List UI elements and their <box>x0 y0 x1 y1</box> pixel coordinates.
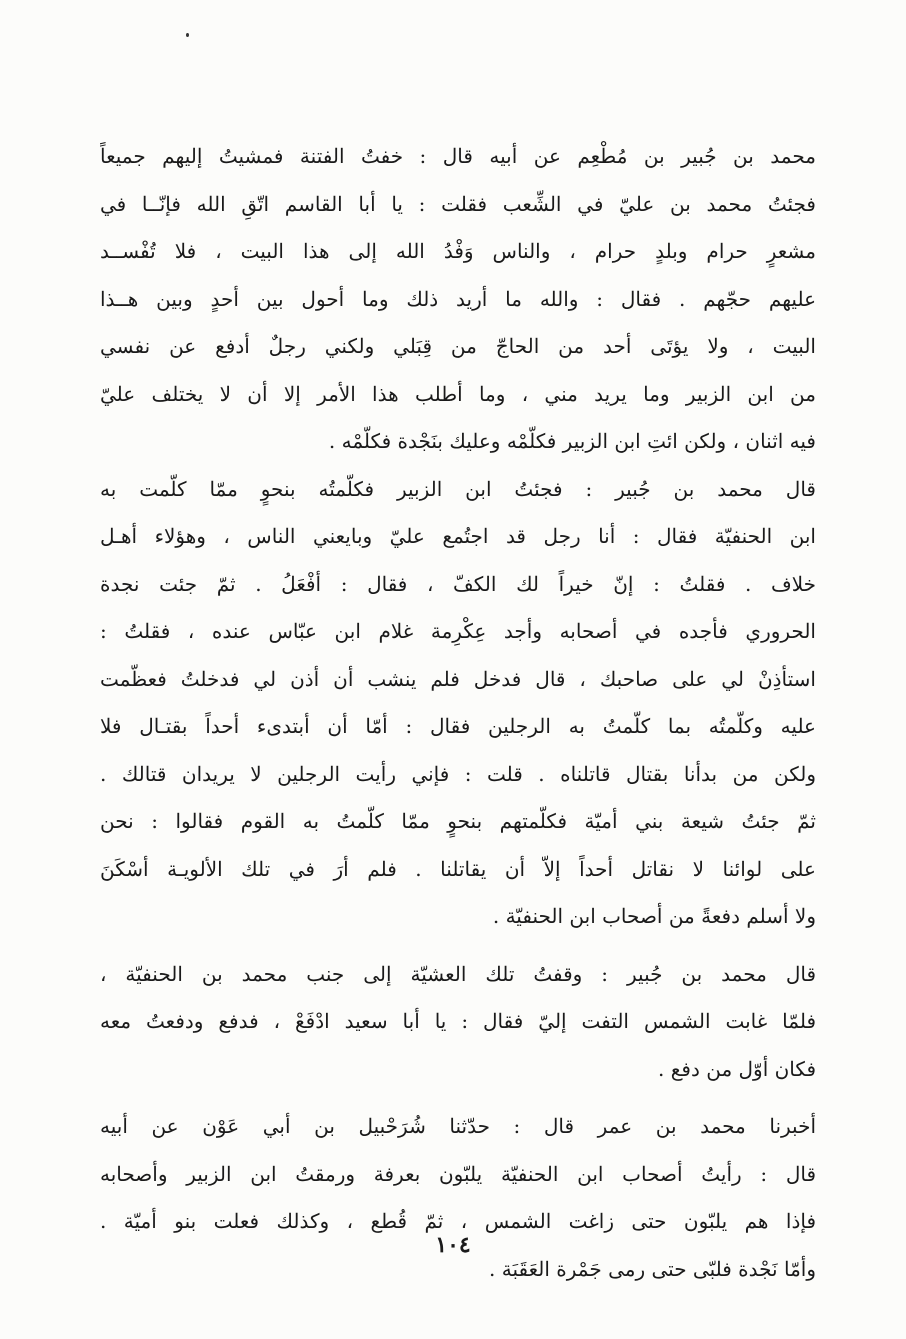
paragraph-3 <box>100 951 816 1094</box>
text-line: البيت ، ولا يؤتَى أحد من الحاجّ من قِبَلي ولكني رجلٌ أدفع عن نفسي <box>100 334 816 358</box>
body-text <box>100 133 816 1293</box>
text-line: ولا أسلم دفعةً من أصحاب ابن الحنفيّة . <box>492 904 816 928</box>
text-line: فلمّا غابت الشمس التفت إليّ فقال : يا أبا سعيد ادْفَعْ ، فدفع ودفعتُ معه <box>100 1009 816 1033</box>
text-line: على لوائنا لا نقاتل أحداً إلاّ أن يقاتلنا . فلم أرَ في تلك الألويـة أسْكَنَ <box>100 856 816 881</box>
text-line: أخبرنا محمد بن عمر قال : حدّثنا شُرَحْبيل بن أبي عَوْن عن أبيه <box>100 1114 816 1138</box>
page-number: ١٠٤ <box>435 1232 471 1258</box>
text-line: فكان أوّل من دفع . <box>658 1056 816 1081</box>
text-line: عليهم حجّهم . فقال : والله ما أريد ذلك وما أحول بين أحدٍ وبين هــذا <box>100 286 816 311</box>
text-line: من ابن الزبير وما يريد مني ، وما أطلب هذا الأمر إلا أن لا يختلف عليّ <box>100 381 816 406</box>
text-line: فجئتُ محمد بن عليّ في الشِّعب فقلت : يا أبا القاسم اتّقِ الله فإنّــا في <box>100 191 816 216</box>
text-line: استأذِنْ لي على صاحبك ، قال فدخل فلم ينشب أن أذن لي فدخلتُ فعظّمت <box>100 666 816 691</box>
text-line: فيه اثنان ، ولكن ائتِ ابن الزبير فكلّمْه وعليك بنَجْدة فكلّمْه . <box>328 429 816 453</box>
text-line: قال : رأيتُ أصحاب ابن الحنفيّة يلبّون بعرفة ورمقتُ ابن الزبير وأصحابه <box>100 1161 816 1186</box>
text-line: عليه وكلّمتُه بما كلّمتُ به الرجلين فقال : أمّا أن أبتدىء أحداً بقتـال فلا <box>100 714 816 738</box>
text-line: قال محمد بن جُبير : فجئتُ ابن الزبير فكلّمتُه بنحوٍ ممّا كلّمت به <box>100 476 816 501</box>
paragraph-2 <box>100 466 816 941</box>
paragraph-4 <box>100 1103 816 1293</box>
text-line: فإذا هم يلبّون حتى زاغت الشمس ، ثمّ قُطع ، وكذلك فعلت بنو أميّة . <box>100 1209 816 1233</box>
text-line: ابن الحنفيّة فقال : أنا رجل قد اجتُمع عليّ وبايعني الناس ، وهؤلاء أهـل <box>100 524 816 548</box>
text-line: ثمّ جئتُ شيعة بني أميّة فكلّمتهم بنحوٍ ممّا كلّمتُ به القوم فقالوا : نحن <box>100 809 816 833</box>
text-line: ولكن من بدأنا بقتال قاتلناه . قلت : فإني رأيت الرجلين لا يريدان قتالك . <box>100 761 816 786</box>
text-line: قال محمد بن جُبير : وقفتُ تلك العشيّة إلى جنب محمد بن الحنفيّة ، <box>100 961 816 986</box>
ink-speck <box>186 33 189 37</box>
paragraph-1 <box>100 133 816 466</box>
text-line: وأمّا نَجْدة فلبّى حتى رمى جَمْرة العَقَبَة . <box>489 1256 816 1281</box>
text-line: مشعرٍ حرام وبلدٍ حرام ، والناس وَفْدُ الله إلى هذا البيت ، فلا تُفْســد <box>100 239 816 263</box>
text-line: خلاف . فقلتُ : إنّ خيراً لك الكفّ ، فقال : أفْعَلُ . ثمّ جئت نجدة <box>100 571 816 596</box>
text-line: محمد بن جُبير بن مُطْعِم عن أبيه قال : خفتُ الفتنة فمشيتُ إليهم جميعاً <box>100 144 816 168</box>
text-line: الحروري فأجده في أصحابه وأجد عِكْرِمة غلام ابن عبّاس عنده ، فقلتُ : <box>100 619 816 643</box>
